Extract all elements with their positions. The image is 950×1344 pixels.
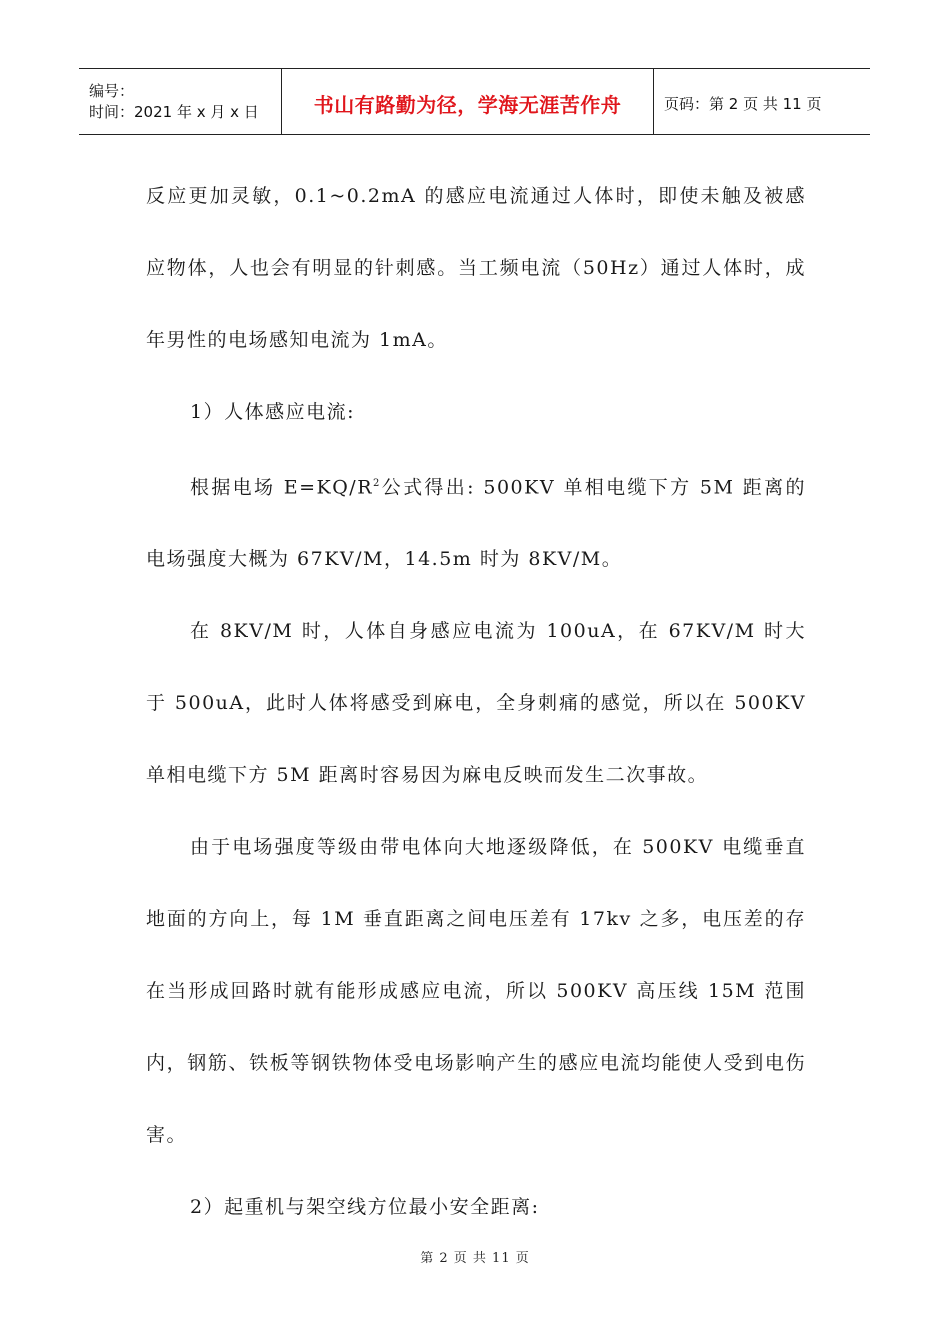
time-label: 时间：2021 年 x 月 x 日	[89, 102, 259, 121]
header-meta	[79, 69, 282, 134]
paragraph-6-heading: 2）起重机与架空线方位最小安全距离:	[190, 1196, 540, 1219]
paragraph-3-superscript: 2	[373, 478, 381, 489]
document-body	[146, 160, 806, 1243]
code-label: 编号：	[89, 81, 135, 100]
page-footer: 第 2 页 共 11 页	[420, 1251, 530, 1266]
page-info: 页码：第 2 页 共 11 页	[664, 95, 822, 113]
header-motto-cell	[282, 69, 654, 134]
paragraph-3	[146, 448, 806, 595]
paragraph-1: 反应更加灵敏，0.1~0.2mA 的感应电流通过人体时，即使未触及被感应物体，人也会有明显的针刺感。当工频电流（50Hz）通过人体时，成年男性的电场感知电流为 1mA。	[146, 185, 806, 351]
paragraph-5: 由于电场强度等级由带电体向大地逐级降低，在 500KV 电缆垂直地面的方向上，每 1M 垂直距离之间电压差有 17kv 之多，电压差的存在当形成回路时就有能形成感应电流，所以 500KV 高压线 15M 范围内，钢筋、铁板等钢铁物体受电场影响产生的感应电流均能使人受到电伤害。	[146, 836, 806, 1147]
paragraph-2-heading: 1）人体感应电流:	[190, 401, 355, 423]
paragraph-3-part-a: 根据电场 E=KQ/R	[190, 476, 374, 499]
document-header	[79, 68, 870, 135]
paragraph-3-part-b: 公式得出: 500KV 单相电缆下方 5M 距离的电场强度大概为 67KV/M，14.5m 时为 8KV/M。	[146, 476, 806, 571]
paragraph-4: 在 8KV/M 时，人体自身感应电流为 100uA，在 67KV/M 时大于 500uA，此时人体将感受到麻电，全身刺痛的感觉，所以在 500KV 单相电缆下方 5M 距离时容易因为麻电反映而发生二次事故。	[146, 620, 806, 787]
header-page-info-cell	[654, 69, 870, 134]
motto: 书山有路勤为径，学海无涯苦作舟	[313, 93, 622, 117]
